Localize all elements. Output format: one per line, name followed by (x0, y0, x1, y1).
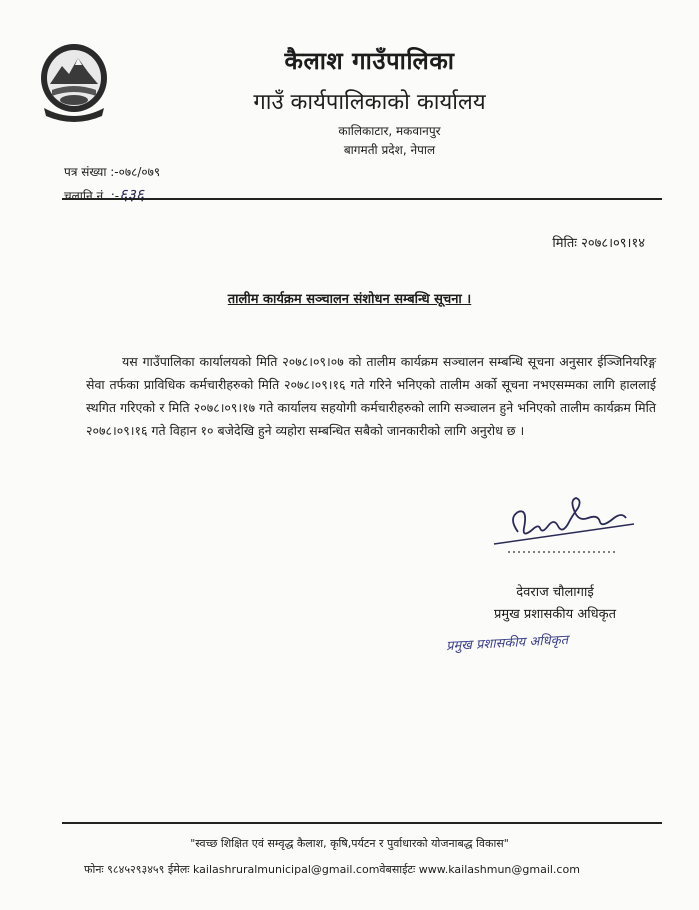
address-line-2: बागमती प्रदेश, नेपाल (343, 143, 436, 157)
reference-value: ०७८/०७९ (118, 165, 161, 179)
footer-slogan: "स्वच्छ शिक्षित एवं सम्वृद्ध कैलाश, कृषि,पर्यटन र पुर्वाधारको योजनाबद्ध विकास" (190, 837, 509, 850)
signer-name: देवराज चौलागाई (516, 585, 594, 600)
letter-subject: तालीम कार्यक्रम सञ्चालन संशोधन सम्बन्धि सूचना । (227, 292, 472, 307)
signer-title: प्रमुख प्रशासकीय अधिकृत (493, 607, 617, 622)
header-divider (62, 198, 662, 200)
letter-body: यस गाउँपालिका कार्यालयको मिति २०७८।०९।०७ को तालीम कार्यक्रम सञ्चालन सम्बन्धि सूचना अनुसार ईञ्जिनियरिङ्ग सेवा तर्फका प्राविधिक कर्मचारीहरुको मिति २०७८।०९।१६ गते गरिने भनिएको तालीम अर्को सूचना नभएसम्मका लागि हाललाई स्थगित गरिएको र मिति २०७८।०९।१७ गते कार्यालय सहयोगी कर्मचारीहरुको लागि सञ्चालन हुने भनिएको तालीम कार्यक्रम मिति २०७८।०९।१६ गते विहान १० बजेदेखि हुने व्यहोरा सम्बन्धित सबैको जानकारीको लागि अनुरोध छ । (86, 354, 656, 438)
footer-contact: फोनः ९८४५२९३४५९ ईमेलः kailashruralmunicipal@gmail.comवेबसाईटः www.kailashmun@gmail.com (84, 863, 580, 876)
signature-icon (488, 488, 638, 566)
dispatch-value: ६३६ (119, 185, 145, 204)
org-title: कैलाश गाउँपालिका (284, 47, 455, 75)
reference-label: पत्र संख्या :- (64, 165, 119, 179)
dispatch-label: चलानि नं. :- (64, 189, 120, 203)
letter-date (552, 233, 645, 251)
date-value: २०७८।०९।१४ (581, 236, 645, 251)
date-label: मितिः (552, 236, 577, 251)
footer-divider (62, 822, 662, 824)
address-line-1: कालिकाटार, मकवानपुर (338, 124, 441, 138)
official-stamp: प्रमुख प्रशासकीय अधिकृत (445, 632, 569, 655)
office-title: गाउँ कार्यपालिकाको कार्यालय (253, 90, 486, 115)
dispatch-number (64, 183, 144, 205)
reference-number (64, 163, 160, 180)
